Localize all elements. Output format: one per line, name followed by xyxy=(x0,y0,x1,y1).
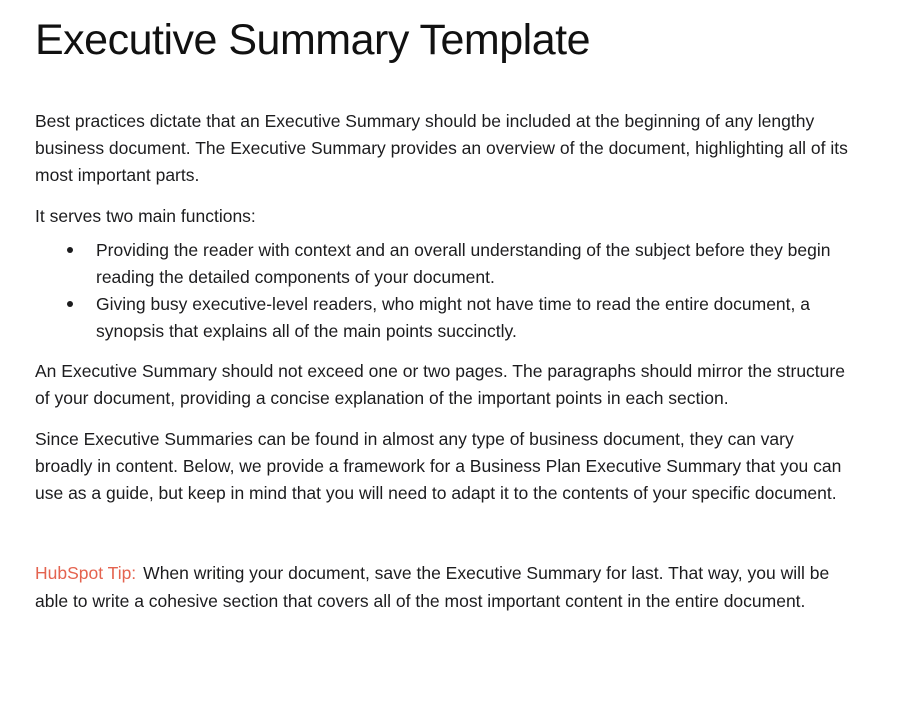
tip-label: HubSpot Tip: xyxy=(35,563,137,583)
paragraph-length-guideline: An Executive Summary should not exceed one or two pages. The paragraphs should mirror the structure of your document, providing a concise explanation of the important points in each section. xyxy=(35,361,845,408)
functions-bullet-list xyxy=(35,237,850,345)
paragraph-functions-lead: It serves two main functions: xyxy=(35,206,256,226)
list-item: Giving busy executive-level readers, who might not have time to read the entire document, a synopsis that explains all of the main points succinctly. xyxy=(96,291,850,345)
paragraph-framework: Since Executive Summaries can be found in almost any type of business document, they can vary broadly in content. Below, we provide a framework for a Business Plan Executive Summary that you can use as a guide, but keep in mind that you will need to adapt it to the contents of your specific document. xyxy=(35,429,842,503)
document-body xyxy=(35,108,850,615)
list-item: Providing the reader with context and an overall understanding of the subject before they begin reading the detailed components of your document. xyxy=(96,237,850,291)
tip-paragraph xyxy=(35,559,850,615)
page-title: Executive Summary Template xyxy=(35,16,590,64)
tip-text: When writing your document, save the Executive Summary for last. That way, you will be able to write a cohesive section that covers all of the most important content in the entire document. xyxy=(35,563,830,611)
paragraph-intro: Best practices dictate that an Executive Summary should be included at the beginning of any lengthy business document. The Executive Summary provides an overview of the document, highlighting all of its most important parts. xyxy=(35,111,848,185)
